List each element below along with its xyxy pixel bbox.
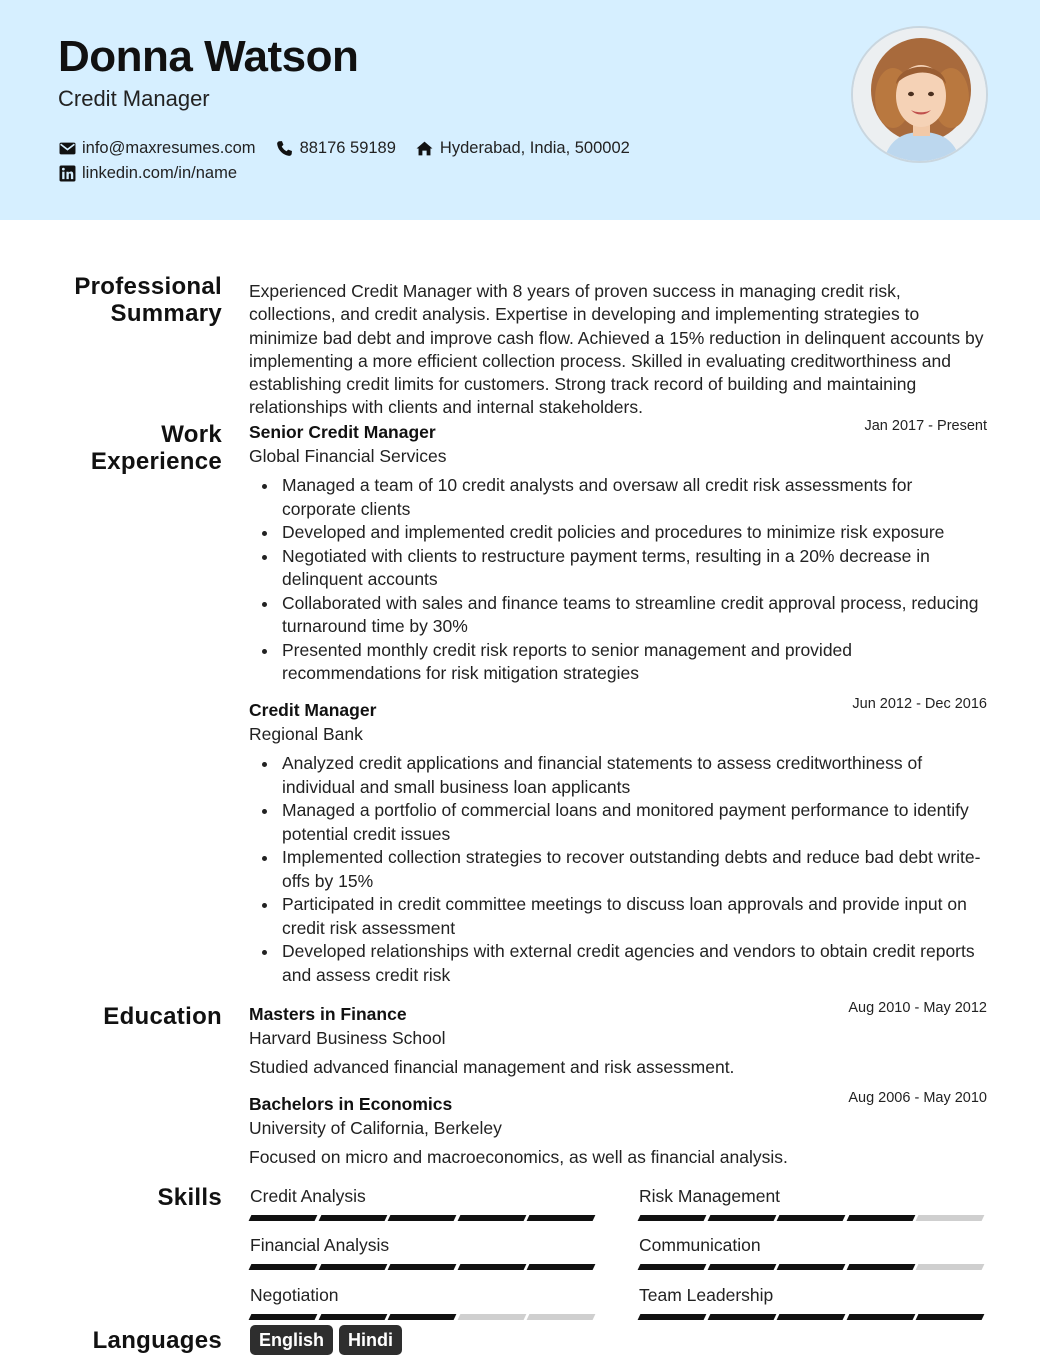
language-tag: Hindi	[339, 1325, 402, 1355]
skill-segment-filled	[318, 1215, 386, 1221]
education-date: Aug 2010 - May 2012	[848, 1000, 987, 1016]
list-item: Presented monthly credit risk reports to senior management and provided recommendations for risk mitigation strategies	[249, 639, 987, 686]
skill-name: Credit Analysis	[250, 1186, 366, 1206]
skill-segment-filled	[638, 1215, 706, 1221]
linkedin-text: linkedin.com/in/name	[82, 164, 237, 182]
skill-item	[250, 1234, 598, 1270]
skill-segment-filled	[388, 1314, 456, 1320]
list-item: Developed and implemented credit policies and procedures to minimize risk exposure	[249, 521, 987, 545]
skill-segment-filled	[707, 1264, 775, 1270]
skill-segment-filled	[916, 1314, 984, 1320]
contact-row	[58, 139, 650, 158]
skill-name: Financial Analysis	[250, 1235, 390, 1255]
linkedin-icon	[58, 165, 76, 183]
skill-segment-filled	[707, 1314, 775, 1320]
skill-segment-filled	[457, 1264, 525, 1270]
degree-title: Masters in Finance	[249, 1004, 407, 1024]
contact-linkedin[interactable]	[58, 164, 237, 183]
skill-item	[250, 1284, 598, 1320]
profile-photo	[851, 26, 988, 163]
job-company: Regional Bank	[249, 724, 363, 744]
job-title: Credit Manager	[249, 700, 377, 720]
contact-row	[58, 164, 257, 183]
skill-level-bar	[250, 1264, 598, 1270]
skill-segment-filled	[527, 1264, 595, 1270]
skill-level-bar	[639, 1314, 987, 1320]
skill-segment-filled	[249, 1314, 317, 1320]
skill-level-bar	[250, 1314, 598, 1320]
skill-segment-filled	[846, 1215, 914, 1221]
degree-title: Bachelors in Economics	[249, 1094, 453, 1114]
job-date: Jun 2012 - Dec 2016	[852, 696, 987, 712]
envelope-icon	[58, 140, 76, 158]
section-title-summary	[0, 273, 222, 327]
home-icon	[416, 140, 434, 158]
education-description: Studied advanced financial management and risk assessment.	[249, 1057, 735, 1077]
skill-segment-empty	[527, 1314, 595, 1320]
skill-segment-filled	[318, 1314, 386, 1320]
job-company: Global Financial Services	[249, 446, 447, 466]
skill-segment-filled	[249, 1264, 317, 1270]
section-title-education: Education	[103, 1003, 222, 1030]
skill-name: Communication	[639, 1235, 761, 1255]
school-name: Harvard Business School	[249, 1028, 446, 1048]
section-title-line: Professional	[74, 273, 222, 300]
skill-item	[639, 1284, 987, 1320]
skill-item	[250, 1185, 598, 1221]
email-text: info@maxresumes.com	[82, 139, 256, 157]
education-description: Focused on micro and macroeconomics, as well as financial analysis.	[249, 1147, 788, 1167]
skill-segment-empty	[916, 1264, 984, 1270]
list-item: Managed a portfolio of commercial loans and monitored payment performance to identify potential credit issues	[249, 799, 987, 846]
list-item: Managed a team of 10 credit analysts and oversaw all credit risk assessments for corporate clients	[249, 474, 987, 521]
job-bullets	[249, 752, 987, 987]
education-entry	[249, 1090, 987, 1169]
job-bullets	[249, 474, 987, 686]
skill-segment-filled	[846, 1264, 914, 1270]
skill-segment-filled	[707, 1215, 775, 1221]
school-name: University of California, Berkeley	[249, 1118, 502, 1138]
contact-phone[interactable]	[276, 139, 396, 158]
skill-segment-filled	[777, 1264, 845, 1270]
list-item: Negotiated with clients to restructure payment terms, resulting in a 20% decrease in delinquent accounts	[249, 545, 987, 592]
phone-icon	[276, 140, 294, 158]
address-text: Hyderabad, India, 500002	[439, 139, 630, 157]
skill-segment-filled	[777, 1314, 845, 1320]
section-title-work	[0, 421, 222, 475]
list-item: Analyzed credit applications and financial statements to assess creditworthiness of individual and small business loan applicants	[249, 752, 987, 799]
summary-text: Experienced Credit Manager with 8 years of proven success in managing credit risk, collections, and credit analysis. Expertise in developing and implementing strategies to minimize bad debt and improve cash flow. Achieved a 15% reduction in delinquent accounts by implementing a more efficient collection process. Skilled in evaluating creditworthiness and establishing credit limits for customers. Strong track record of building and maintaining relationships with clients and internal stakeholders.	[249, 281, 984, 418]
skill-name: Risk Management	[639, 1186, 781, 1206]
skill-segment-filled	[388, 1264, 456, 1270]
section-title-line: Summary	[110, 300, 222, 327]
skill-segment-filled	[638, 1264, 706, 1270]
language-list	[250, 1325, 408, 1355]
skill-segment-filled	[318, 1264, 386, 1270]
skill-level-bar	[639, 1264, 987, 1270]
skill-level-bar	[250, 1215, 598, 1221]
skill-segment-filled	[457, 1215, 525, 1221]
job-title: Senior Credit Manager	[249, 422, 436, 442]
skill-segment-filled	[388, 1215, 456, 1221]
skill-segment-empty	[457, 1314, 525, 1320]
language-tag: English	[250, 1325, 333, 1355]
contact-address	[416, 139, 630, 158]
skill-name: Team Leadership	[639, 1285, 774, 1305]
section-title-languages: Languages	[92, 1327, 222, 1354]
skill-segment-filled	[249, 1215, 317, 1221]
skill-segment-filled	[846, 1314, 914, 1320]
skill-item	[639, 1185, 987, 1221]
skill-segment-empty	[916, 1215, 984, 1221]
list-item: Developed relationships with external credit agencies and vendors to obtain credit reports and assess credit risk	[249, 940, 987, 987]
experience-entry	[249, 696, 987, 987]
list-item: Collaborated with sales and finance teams to streamline credit approval process, reducing turnaround time by 30%	[249, 592, 987, 639]
list-item: Participated in credit committee meetings to discuss loan approvals and provide input on credit risk assessment	[249, 893, 987, 940]
experience-entry	[249, 418, 987, 686]
section-title-line: Experience	[90, 448, 222, 475]
phone-text: 88176 59189	[299, 139, 396, 157]
skill-name: Negotiation	[250, 1285, 339, 1305]
job-date: Jan 2017 - Present	[864, 418, 987, 434]
contact-email[interactable]	[58, 139, 256, 158]
skill-level-bar	[639, 1215, 987, 1221]
skill-segment-filled	[638, 1314, 706, 1320]
section-title-skills: Skills	[157, 1184, 222, 1211]
skill-item	[639, 1234, 987, 1270]
education-date: Aug 2006 - May 2010	[848, 1090, 987, 1106]
candidate-name: Donna Watson	[58, 32, 359, 81]
skill-segment-filled	[527, 1215, 595, 1221]
skill-segment-filled	[777, 1215, 845, 1221]
education-entry	[249, 1000, 987, 1079]
header-banner	[0, 0, 1040, 220]
list-item: Implemented collection strategies to recover outstanding debts and reduce bad debt write-offs by 15%	[249, 846, 987, 893]
candidate-role: Credit Manager	[58, 86, 210, 111]
section-title-line: Work	[161, 421, 222, 448]
